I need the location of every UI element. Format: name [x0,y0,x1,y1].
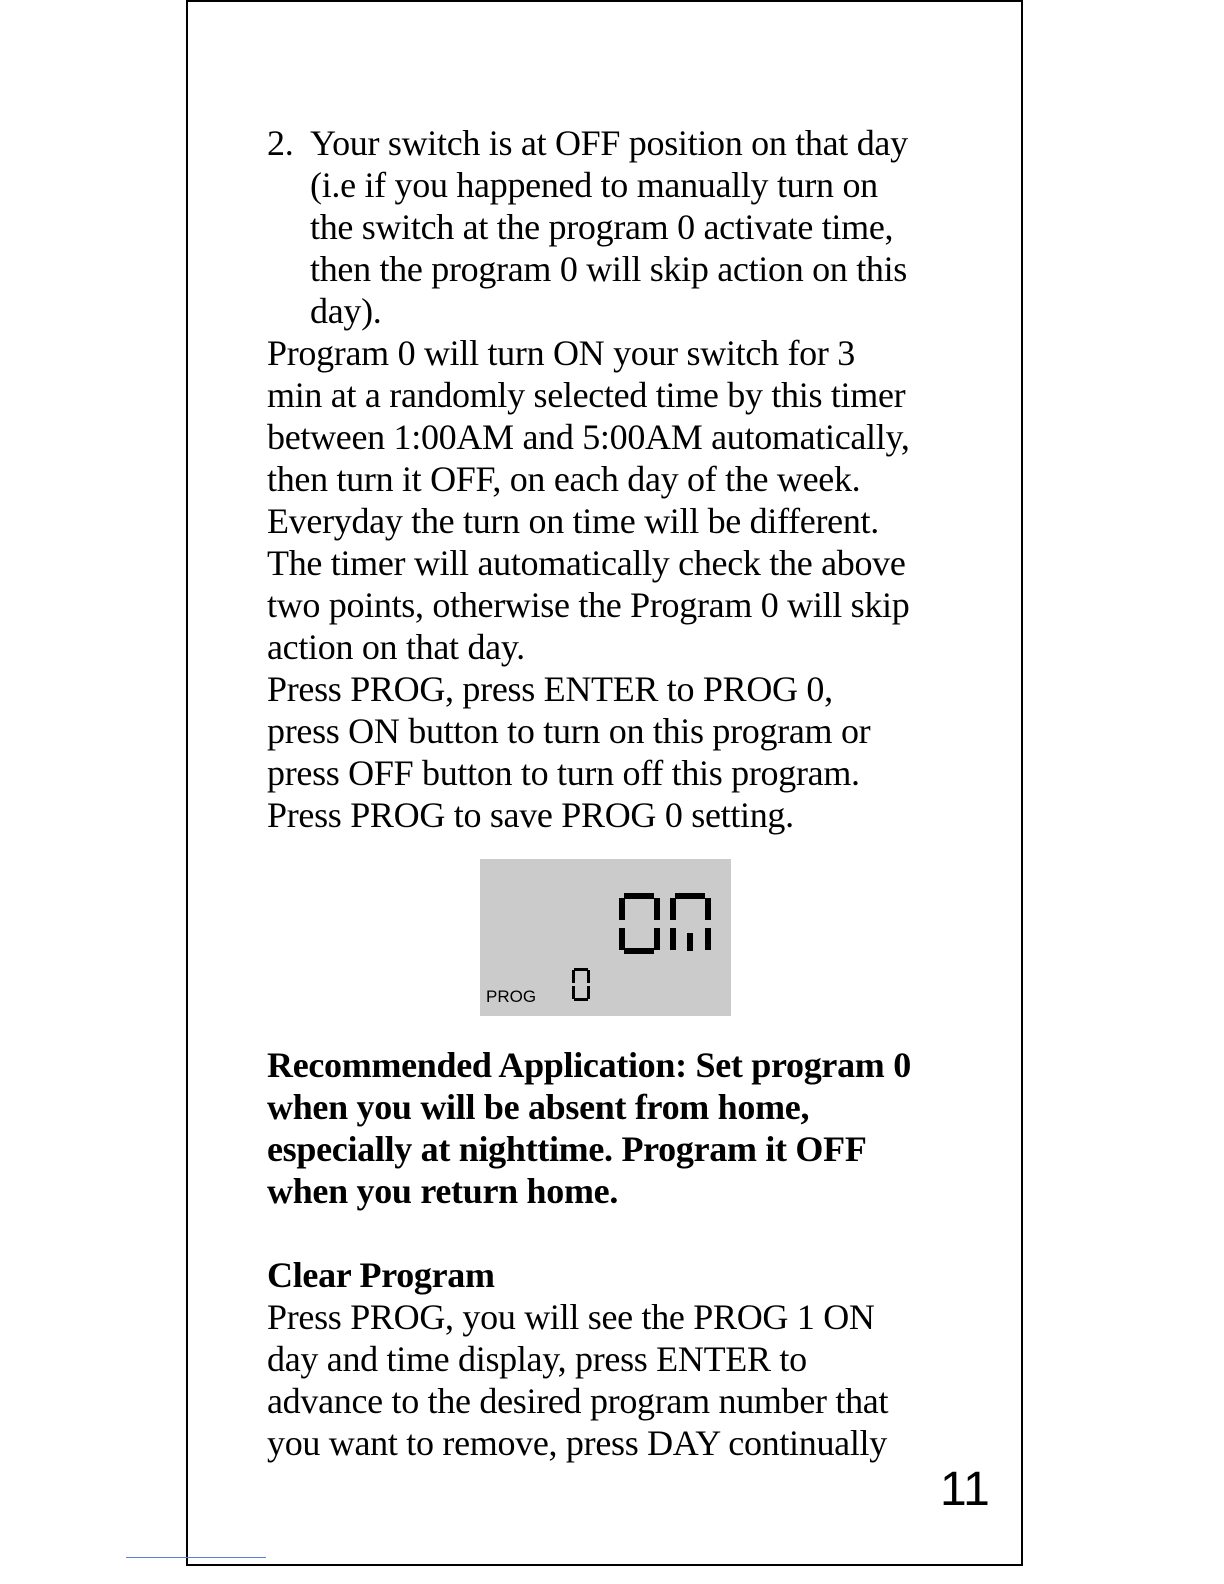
recommendation-line: when you return home. [267,1171,619,1211]
list-item-line: 2. Your switch is at OFF position on that day [267,123,908,163]
paragraph-line: Everyday the turn on time will be different. [267,501,879,541]
recommendation-line: Recommended Application: Set program 0 [267,1045,911,1085]
paragraph-line: min at a randomly selected time by this timer [267,375,906,415]
paragraph-line: you want to remove, press DAY continually [267,1423,887,1463]
list-item-line: the switch at the program 0 activate time, [310,207,894,247]
section-heading: Clear Program [267,1255,495,1295]
page-number: 11 [940,1463,990,1516]
paragraph-line: advance to the desired program number that [267,1381,889,1421]
recommendation-line: when you will be absent from home, [267,1087,810,1127]
lcd-display [480,859,731,1016]
page-content [267,122,967,836]
footer-divider [126,1557,266,1558]
lcd-prog-digit [572,968,590,1001]
paragraph-line: day and time display, press ENTER to [267,1339,807,1379]
paragraph-line: then turn it OFF, on each day of the week. [267,459,861,499]
lcd-status-digits [619,893,711,954]
list-item-line: then the program 0 will skip action on this [310,249,908,289]
paragraph-line: Program 0 will turn ON your switch for 3 [267,333,855,373]
lcd-prog-label: PROG [486,987,537,1006]
paragraph-line: between 1:00AM and 5:00AM automatically, [267,417,910,457]
paragraph-line: Press PROG, press ENTER to PROG 0, [267,669,833,709]
spacer [267,1212,967,1254]
paragraph-line: two points, otherwise the Program 0 will skip [267,585,910,625]
lower-content [267,1044,967,1464]
list-number: 2. [267,123,294,163]
list-item-line: (i.e if you happened to manually turn on [310,165,878,205]
paragraph-line: Press PROG, you will see the PROG 1 ON [267,1297,875,1337]
recommendation-line: especially at nighttime. Program it OFF [267,1129,867,1169]
paragraph-line: press OFF button to turn off this program. [267,753,860,793]
paragraph-line: action on that day. [267,627,525,667]
list-item-line: day). [310,291,382,331]
paragraph-line: Press PROG to save PROG 0 setting. [267,795,794,835]
paragraph-line: The timer will automatically check the above [267,543,906,583]
paragraph-line: press ON button to turn on this program or [267,711,871,751]
